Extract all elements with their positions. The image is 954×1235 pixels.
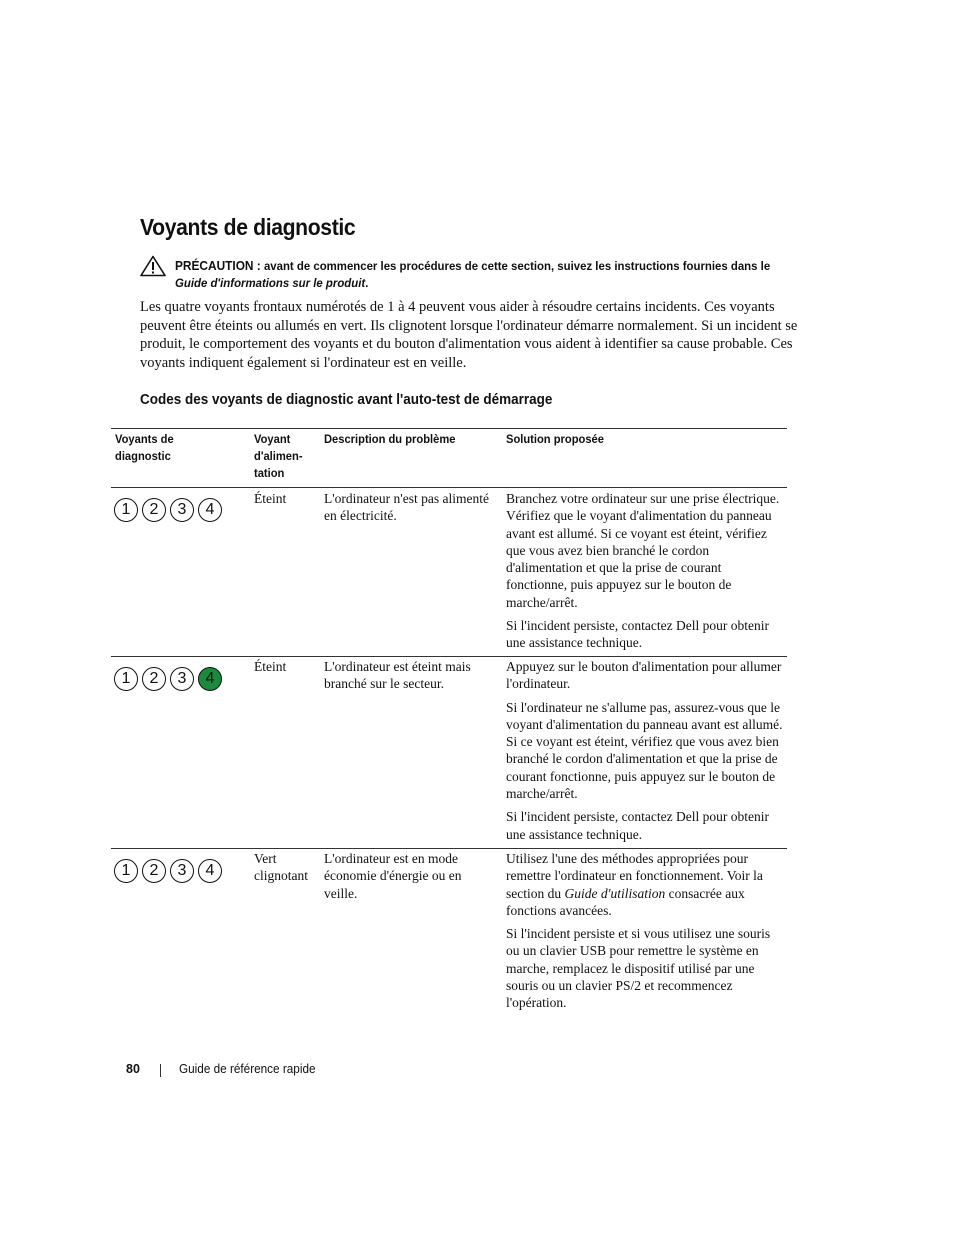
- solution-text: Utilisez l'une des méthodes appropriées pour remettre l'ordinateur en fonctionnement. Voir la section du: [506, 851, 763, 901]
- solution-paragraph: Si l'incident persiste, contactez Dell pour obtenir une assistance technique.: [506, 618, 769, 651]
- light-1: 1: [114, 667, 138, 691]
- problem-description: L'ordinateur est en mode économie d'énergie ou en veille.: [324, 851, 462, 901]
- problem-description: L'ordinateur est éteint mais branché sur le secteur.: [324, 659, 471, 692]
- diagnostic-lights: [114, 498, 226, 524]
- solution-paragraph: Si l'ordinateur ne s'allume pas, assurez-vous que le voyant d'alimentation du panneau avant est allumé. Si ce voyant est éteint, vérifiez que vous avez bien branché le cordon d'alimentation et que la prise de courant fonctionne, puis appuyez sur le bouton de marche/arrêt.: [506, 699, 783, 802]
- page-number: 80: [126, 1062, 140, 1076]
- caution-text: [175, 258, 783, 292]
- guide-title: Guide d'utilisation: [564, 885, 666, 901]
- solution-paragraph: Si l'incident persiste et si vous utilisez une souris ou un clavier USB pour remettre le système en marche, remplacez le dispositif utilisé par une souris ou un clavier PS/2 et recommencez l'opération.: [506, 926, 771, 1011]
- caution-end: .: [365, 276, 369, 290]
- table-top-rule: [111, 428, 787, 429]
- table-header-rule: [111, 487, 787, 488]
- solution: [506, 658, 784, 849]
- light-1: 1: [114, 859, 138, 883]
- row-rule: [111, 656, 787, 657]
- problem-description: L'ordinateur n'est pas alimenté en électricité.: [324, 491, 489, 524]
- light-4: 4: [198, 859, 222, 883]
- header-lights: Voyants de diagnostic: [115, 432, 174, 463]
- solution-paragraph: Si l'incident persiste, contactez Dell pour obtenir une assistance technique.: [506, 809, 769, 842]
- solution-paragraph: Appuyez sur le bouton d'alimentation pour allumer l'ordinateur.: [506, 659, 782, 692]
- header-solution: Solution proposée: [506, 432, 604, 446]
- header-description: Description du problème: [324, 432, 456, 446]
- footer-divider: [160, 1064, 161, 1077]
- solution: [506, 850, 784, 1018]
- diagnostic-lights: [114, 859, 226, 885]
- light-4: 4: [198, 667, 222, 691]
- caution-body: avant de commencer les procédures de cette section, suivez les instructions fournies dans le: [263, 259, 771, 273]
- caution-guide-title: Guide d'informations sur le produit: [175, 276, 366, 290]
- light-2: 2: [142, 667, 166, 691]
- footer-doc-title: Guide de référence rapide: [179, 1062, 316, 1076]
- light-3: 3: [170, 667, 194, 691]
- power-state: Vert clignotant: [254, 851, 308, 884]
- page-title: Voyants de diagnostic: [140, 214, 356, 240]
- light-3: 3: [170, 859, 194, 883]
- intro-paragraph: Les quatre voyants frontaux numérotés de 1 à 4 peuvent vous aider à résoudre certains incidents. Ces voyants peuvent être éteints ou allumés en vert. Ils clignotent lorsque l'ordinateur démarre normalement. Si un incident se produit, le comportement des voyants et du bouton d'alimentation vous aident à identifier sa cause probable. Ces voyants indiquent également si l'ordinateur est en veille.: [140, 299, 798, 372]
- power-state: Éteint: [254, 659, 287, 674]
- light-1: 1: [114, 498, 138, 522]
- section-title: Codes des voyants de diagnostic avant l'auto-test de démarrage: [140, 392, 553, 408]
- warning-triangle-icon: [140, 255, 166, 277]
- solution-text: consacrée aux fonctions avancées.: [506, 885, 745, 918]
- header-power: Voyant d'alimen- tation: [254, 432, 303, 480]
- row-rule: [111, 848, 787, 849]
- solution-paragraph: [506, 850, 784, 919]
- light-2: 2: [142, 859, 166, 883]
- solution: [506, 490, 784, 658]
- caution-label: PRÉCAUTION :: [175, 259, 261, 273]
- light-3: 3: [170, 498, 194, 522]
- light-2: 2: [142, 498, 166, 522]
- solution-paragraph: Branchez votre ordinateur sur une prise électrique. Vérifiez que le voyant d'alimentation du panneau avant est allumé. Si ce voyant est éteint, vérifiez que vous avez bien branché le cordon d'alimentation et que la prise de courant fonctionne, puis appuyez sur le bouton de marche/arrêt.: [506, 491, 780, 610]
- light-4: 4: [198, 498, 222, 522]
- power-state: Éteint: [254, 491, 287, 506]
- diagnostic-lights: [114, 667, 226, 693]
